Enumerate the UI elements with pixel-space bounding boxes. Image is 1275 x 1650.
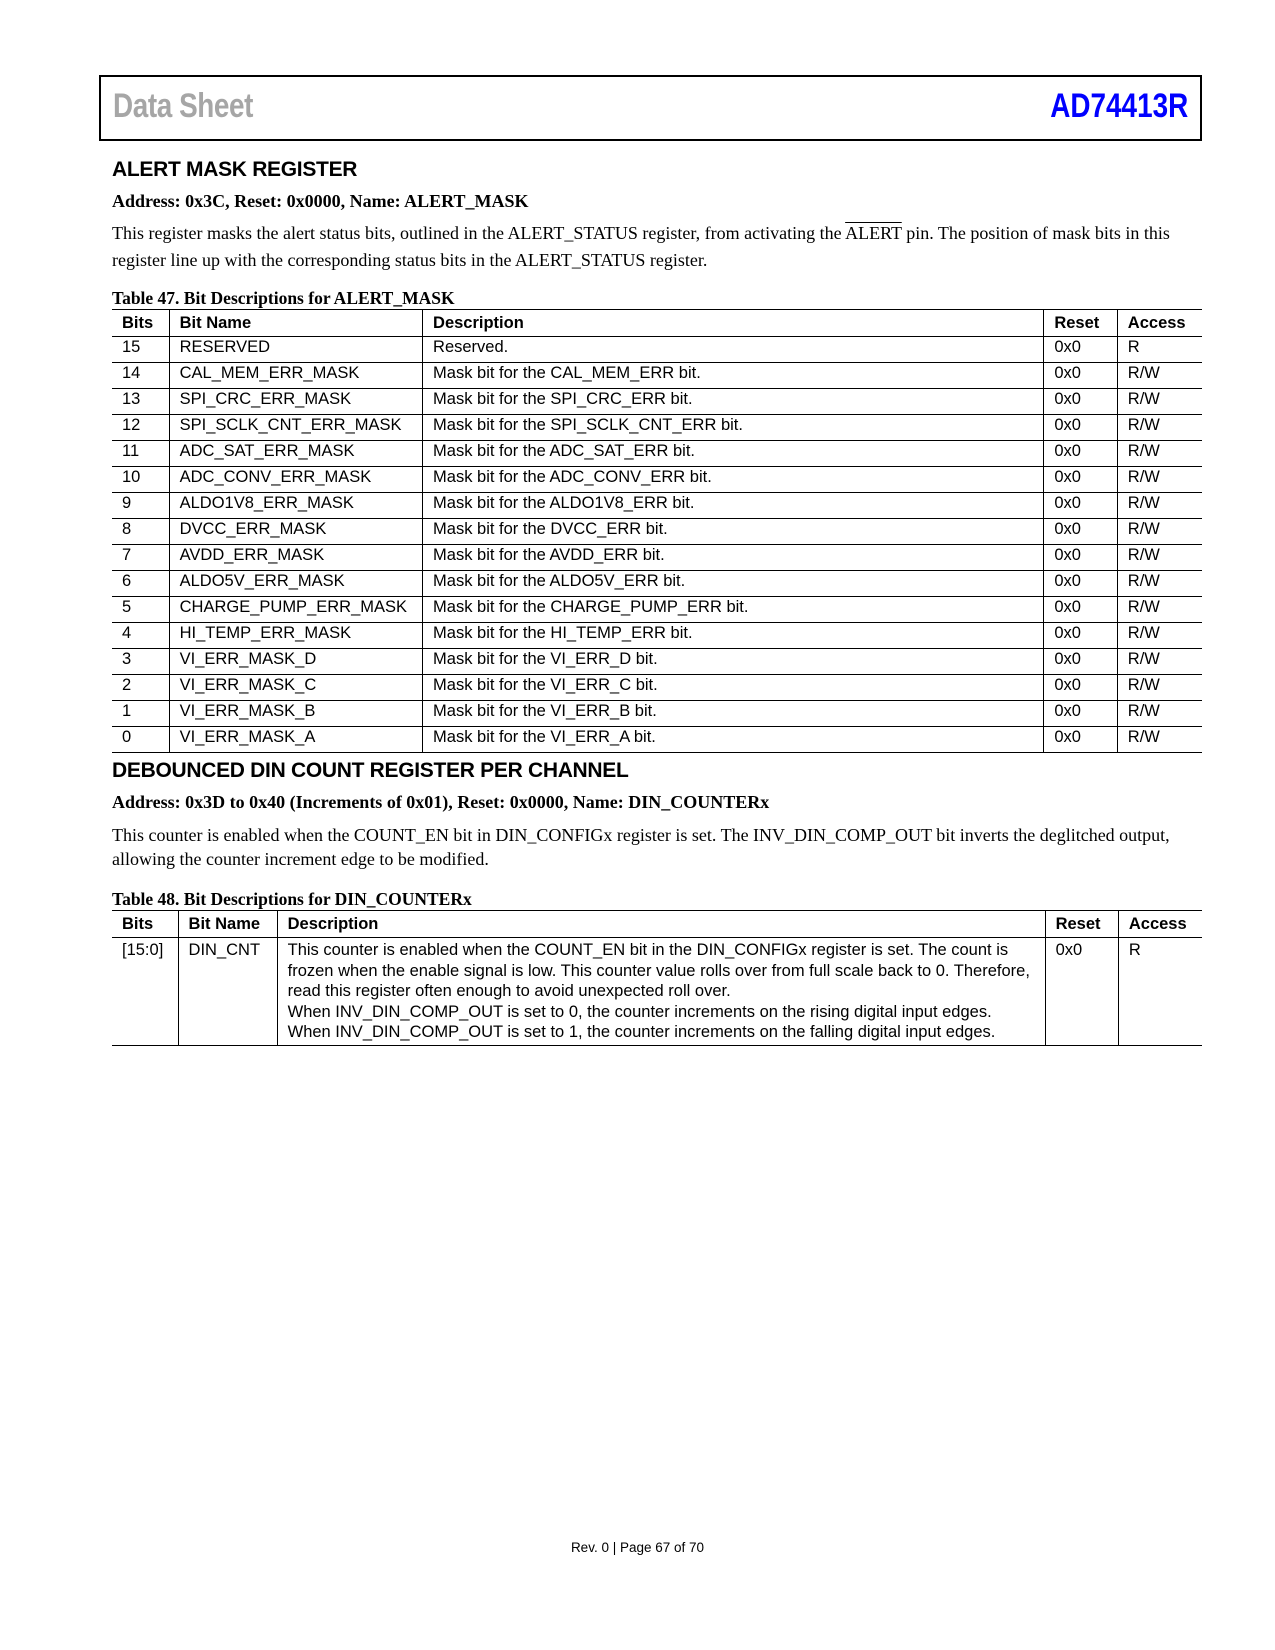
- cell-bits: 14: [112, 363, 169, 389]
- cell-access: R/W: [1117, 701, 1202, 727]
- table-row: [112, 389, 1202, 415]
- cell-bits: 10: [112, 467, 169, 493]
- table-row: [112, 727, 1202, 753]
- cell-description: Mask bit for the VI_ERR_B bit.: [423, 701, 1044, 727]
- alert-mask-table: [112, 309, 1202, 753]
- cell-description: Mask bit for the SPI_CRC_ERR bit.: [423, 389, 1044, 415]
- table-header-row: [112, 310, 1202, 337]
- cell-description: Mask bit for the HI_TEMP_ERR bit.: [423, 623, 1044, 649]
- cell-reset: 0x0: [1044, 727, 1117, 753]
- table-row: [112, 545, 1202, 571]
- cell-reset: 0x0: [1044, 389, 1117, 415]
- col-header-bit-name: Bit Name: [169, 310, 422, 337]
- cell-bits: 13: [112, 389, 169, 415]
- col-header-access: Access: [1118, 911, 1202, 938]
- cell-bit-name: DIN_CNT: [178, 938, 277, 1046]
- cell-description: Reserved.: [423, 337, 1044, 363]
- cell-access: R/W: [1117, 467, 1202, 493]
- cell-bit-name: SPI_SCLK_CNT_ERR_MASK: [169, 415, 422, 441]
- cell-access: R/W: [1117, 519, 1202, 545]
- col-header-bits: Bits: [112, 310, 169, 337]
- cell-description: Mask bit for the CAL_MEM_ERR bit.: [423, 363, 1044, 389]
- table-row: [112, 441, 1202, 467]
- cell-description: Mask bit for the AVDD_ERR bit.: [423, 545, 1044, 571]
- table-row: [112, 938, 1202, 1046]
- cell-access: R/W: [1117, 415, 1202, 441]
- cell-bits: 3: [112, 649, 169, 675]
- cell-access: R/W: [1117, 441, 1202, 467]
- register-description-din-counter: This counter is enabled when the COUNT_EN bit in DIN_CONFIGx register is set. The INV_DIN_COMP_OUT bit inverts the deglitched output, allowing the counter increment edge to be modified.: [112, 825, 1170, 869]
- page-content: [112, 158, 1202, 1046]
- cell-description: Mask bit for the ADC_CONV_ERR bit.: [423, 467, 1044, 493]
- para-text-pre: This register masks the alert status bits, outlined in the ALERT_STATUS register, from activating the: [112, 223, 846, 243]
- cell-access: R/W: [1117, 363, 1202, 389]
- cell-description: Mask bit for the ADC_SAT_ERR bit.: [423, 441, 1044, 467]
- cell-reset: 0x0: [1044, 571, 1117, 597]
- table-row: [112, 337, 1202, 363]
- col-header-description: Description: [277, 911, 1045, 938]
- col-header-bits: Bits: [112, 911, 178, 938]
- cell-bits: 8: [112, 519, 169, 545]
- table-row: [112, 623, 1202, 649]
- table-row: [112, 363, 1202, 389]
- cell-reset: 0x0: [1044, 675, 1117, 701]
- cell-access: R/W: [1117, 571, 1202, 597]
- cell-description: Mask bit for the VI_ERR_A bit.: [423, 727, 1044, 753]
- din-counter-table: [112, 910, 1202, 1046]
- cell-bits: [15:0]: [112, 938, 178, 1046]
- cell-reset: 0x0: [1044, 701, 1117, 727]
- cell-reset: 0x0: [1044, 493, 1117, 519]
- cell-bit-name: ALDO5V_ERR_MASK: [169, 571, 422, 597]
- cell-access: R/W: [1117, 675, 1202, 701]
- cell-access: R/W: [1117, 493, 1202, 519]
- cell-bits: 4: [112, 623, 169, 649]
- cell-reset: 0x0: [1044, 337, 1117, 363]
- cell-bit-name: AVDD_ERR_MASK: [169, 545, 422, 571]
- cell-description: Mask bit for the SPI_SCLK_CNT_ERR bit.: [423, 415, 1044, 441]
- cell-reset: 0x0: [1044, 415, 1117, 441]
- cell-reset: 0x0: [1044, 441, 1117, 467]
- register-address-alert-mask: Address: 0x3C, Reset: 0x0000, Name: ALERT_MASK: [112, 191, 529, 211]
- cell-reset: 0x0: [1044, 467, 1117, 493]
- col-header-reset: Reset: [1045, 911, 1118, 938]
- cell-bit-name: ADC_SAT_ERR_MASK: [169, 441, 422, 467]
- cell-reset: 0x0: [1044, 519, 1117, 545]
- para-text-post: pin. The position of mask bits in this register line up with the corresponding status bits in the ALERT_STATUS register.: [112, 223, 1170, 270]
- cell-access: R: [1117, 337, 1202, 363]
- table-row: [112, 649, 1202, 675]
- cell-reset: 0x0: [1044, 363, 1117, 389]
- cell-bit-name: ADC_CONV_ERR_MASK: [169, 467, 422, 493]
- register-address-din-counter: Address: 0x3D to 0x40 (Increments of 0x01), Reset: 0x0000, Name: DIN_COUNTERx: [112, 792, 770, 812]
- cell-bit-name: DVCC_ERR_MASK: [169, 519, 422, 545]
- table-row: [112, 675, 1202, 701]
- cell-bits: 2: [112, 675, 169, 701]
- cell-description: Mask bit for the ALDO1V8_ERR bit.: [423, 493, 1044, 519]
- cell-access: R/W: [1117, 389, 1202, 415]
- cell-bits: 5: [112, 597, 169, 623]
- cell-bit-name: VI_ERR_MASK_B: [169, 701, 422, 727]
- page-footer: Rev. 0 | Page 67 of 70: [570, 1540, 705, 1555]
- cell-access: R/W: [1117, 623, 1202, 649]
- cell-access: R/W: [1117, 545, 1202, 571]
- table-caption-48: Table 48. Bit Descriptions for DIN_COUNTERx: [112, 889, 472, 909]
- cell-bit-name: RESERVED: [169, 337, 422, 363]
- cell-description: Mask bit for the VI_ERR_D bit.: [423, 649, 1044, 675]
- description-line: This counter is enabled when the COUNT_EN bit in the DIN_CONFIGx register is set. The count is frozen when the enable signal is low. This counter value rolls over from full scale back to 0. Therefore, read this register often enough to avoid unexpected roll over.: [287, 941, 1030, 1000]
- col-header-description: Description: [423, 310, 1044, 337]
- cell-bits: 6: [112, 571, 169, 597]
- section-title-din-counter: DEBOUNCED DIN COUNT REGISTER PER CHANNEL: [112, 759, 629, 782]
- table-row: [112, 415, 1202, 441]
- table-header-row: [112, 911, 1202, 938]
- section-title-alert-mask: ALERT MASK REGISTER: [112, 158, 358, 181]
- register-description-alert-mask: [112, 220, 1202, 274]
- cell-description: [277, 938, 1045, 1046]
- cell-bit-name: ALDO1V8_ERR_MASK: [169, 493, 422, 519]
- cell-bit-name: CHARGE_PUMP_ERR_MASK: [169, 597, 422, 623]
- cell-access: R: [1118, 938, 1202, 1046]
- cell-bits: 12: [112, 415, 169, 441]
- cell-reset: 0x0: [1044, 597, 1117, 623]
- cell-bits: 7: [112, 545, 169, 571]
- table-row: [112, 597, 1202, 623]
- cell-reset: 0x0: [1044, 623, 1117, 649]
- cell-access: R/W: [1117, 597, 1202, 623]
- cell-bits: 0: [112, 727, 169, 753]
- cell-description: Mask bit for the DVCC_ERR bit.: [423, 519, 1044, 545]
- cell-bit-name: CAL_MEM_ERR_MASK: [169, 363, 422, 389]
- table-row: [112, 519, 1202, 545]
- cell-access: R/W: [1117, 727, 1202, 753]
- table-row: [112, 493, 1202, 519]
- cell-bit-name: SPI_CRC_ERR_MASK: [169, 389, 422, 415]
- cell-bit-name: HI_TEMP_ERR_MASK: [169, 623, 422, 649]
- table-row: [112, 467, 1202, 493]
- col-header-bit-name: Bit Name: [178, 911, 277, 938]
- cell-bits: 1: [112, 701, 169, 727]
- cell-bit-name: VI_ERR_MASK_D: [169, 649, 422, 675]
- table-row: [112, 701, 1202, 727]
- table-row: [112, 571, 1202, 597]
- cell-bits: 15: [112, 337, 169, 363]
- cell-bit-name: VI_ERR_MASK_C: [169, 675, 422, 701]
- description-line: When INV_DIN_COMP_OUT is set to 1, the counter increments on the falling digital input edges.: [287, 1023, 996, 1041]
- cell-bits: 9: [112, 493, 169, 519]
- description-line: When INV_DIN_COMP_OUT is set to 0, the counter increments on the rising digital input edges.: [287, 1002, 992, 1021]
- cell-bits: 11: [112, 441, 169, 467]
- cell-description: Mask bit for the CHARGE_PUMP_ERR bit.: [423, 597, 1044, 623]
- alert-mask-table-body: [112, 337, 1202, 753]
- table-caption-47: Table 47. Bit Descriptions for ALERT_MASK: [112, 288, 455, 308]
- cell-description: Mask bit for the VI_ERR_C bit.: [423, 675, 1044, 701]
- cell-description: Mask bit for the ALDO5V_ERR bit.: [423, 571, 1044, 597]
- cell-access: R/W: [1117, 649, 1202, 675]
- col-header-access: Access: [1117, 310, 1202, 337]
- col-header-reset: Reset: [1044, 310, 1117, 337]
- header-part-number: AD74413R: [1050, 87, 1188, 125]
- cell-reset: 0x0: [1044, 649, 1117, 675]
- cell-reset: 0x0: [1045, 938, 1118, 1046]
- cell-reset: 0x0: [1044, 545, 1117, 571]
- cell-bit-name: VI_ERR_MASK_A: [169, 727, 422, 753]
- page-header: [99, 75, 1202, 141]
- header-doc-type: Data Sheet: [113, 87, 254, 125]
- alert-pin-name: ALERT: [845, 223, 902, 243]
